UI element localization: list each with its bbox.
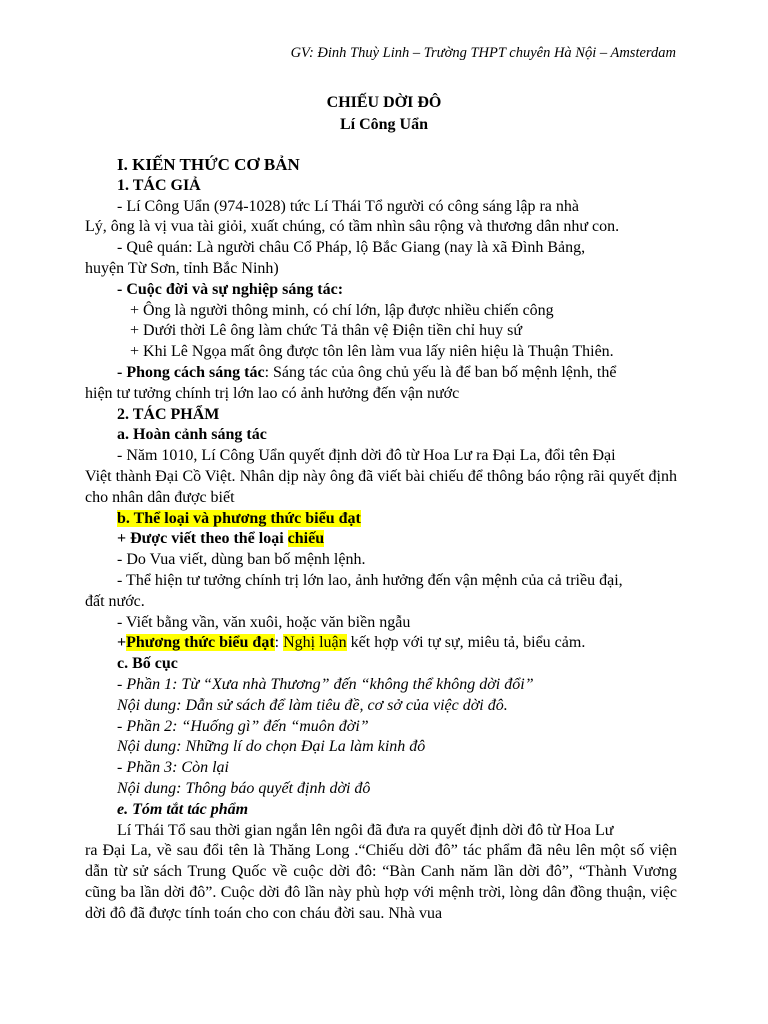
writing-style-label: - Phong cách sáng tác [117,363,265,381]
layout-line: Nội dung: Những lí do chọn Đại La làm kinh đô [117,738,426,756]
heading-genre [117,509,677,530]
paragraph-writing-style [85,363,677,405]
subsection-heading-author: 1. TÁC GIẢ [117,176,201,194]
genre-point-rest: đất nước. [85,592,145,610]
author-intro-rest: Lý, ông là vị vua tài giỏi, xuất chúng, có tầm nhìn sâu rộng và thương dân như con. [85,218,620,236]
method-colon: : [274,634,284,652]
paragraph-author-intro [85,197,677,239]
heading-summary: e. Tóm tắt tác phẩm [117,800,249,818]
context-first-line: - Năm 1010, Lí Công Uẩn quyết định dời đô từ Hoa Lư ra Đại La, đổi tên Đại [117,447,616,465]
document-title: CHIẾU DỜI ĐÔ [326,94,442,111]
genre-point [85,571,677,613]
heading-context: a. Hoàn cảnh sáng tác [117,426,267,444]
document-author: Lí Công Uẩn [339,116,429,133]
genre-prefix: + Được viết theo thể loại [117,530,288,548]
writing-style-first-line: : Sáng tác của ông chủ yếu là để ban bố mệnh lệnh, thể [264,363,617,381]
genre-point: - Do Vua viết, dùng ban bố mệnh lệnh. [117,551,366,569]
paragraph-summary [85,821,677,925]
method-line [117,633,677,654]
genre-point-first-line: - Thể hiện tư tưởng chính trị lớn lao, ảnh hưởng đến vận mệnh của cả triều đại, [117,571,623,589]
genre-word-highlight: chiếu [287,530,325,548]
method-main-highlight: Nghị luận [283,634,347,652]
career-item: + Khi Lê Ngọa mất ông được tôn lên làm vua lấy niên hiệu là Thuận Thiên. [130,343,614,361]
layout-line: - Phần 3: Còn lại [117,759,229,777]
layout-line: Nội dung: Dẫn sử sách để làm tiêu đề, cơ sở của việc dời đô. [117,696,508,714]
method-label-highlight: Phương thức biểu đạt [126,634,275,652]
paragraph-hometown [85,238,677,280]
genre-line [117,529,677,550]
layout-line: - Phần 2: “Huống gì” đến “muôn đời” [117,717,369,735]
hometown-first-line: - Quê quán: Là người châu Cổ Pháp, lộ Bắc Giang (nay là xã Đình Bảng, [117,239,586,257]
method-rest: kết hợp với tự sự, miêu tả, biểu cảm. [346,634,586,652]
paragraph-context [85,446,677,508]
layout-line: - Phần 1: Từ “Xưa nhà Thương” đến “không thể không dời đổi” [117,675,534,693]
genre-heading-highlight: b. Thể loại và phương thức biểu đạt [117,509,361,527]
writing-style-rest: hiện tư tưởng chính trị lớn lao có ảnh hưởng đến vận nước [85,384,460,402]
method-plus: + [117,634,127,652]
section-heading-basic-knowledge: I. KIẾN THỨC CƠ BẢN [117,155,300,174]
summary-first-line: Lí Thái Tổ sau thời gian ngắn lên ngôi đã đưa ra quyết định dời đô từ Hoa Lư [117,821,614,839]
career-item: + Dưới thời Lê ông làm chức Tả thân vệ Điện tiền chỉ huy sứ [130,322,523,340]
page-header: GV: Đinh Thuỳ Linh – Trường THPT chuyên Hà Nội – Amsterdam [290,45,676,61]
heading-layout: c. Bố cục [117,655,178,673]
career-label: - Cuộc đời và sự nghiệp sáng tác: [117,280,344,298]
summary-rest: ra Đại La, về sau đổi tên là Thăng Long .“Chiếu dời đô” tác phẩm đã nêu lên một số viện dẫn từ sử sách Trung Quốc về cuộc dời đô: “Bàn Canh năm lần dời đô”, “Thành Vương cũng ba lần dời đô”. Cuộc dời đô lần này phù hợp với mệnh trời, lòng dân đồng thuận, việc dời đô đã được tính toán cho con cháu đời sau. Nhà vua [85,842,677,922]
hometown-rest: huyện Từ Sơn, tỉnh Bắc Ninh) [85,259,279,277]
context-rest: Việt thành Đại Cồ Việt. Nhân dịp này ông đã viết bài chiếu để thông báo rộng rãi quyết định cho nhân dân được biết [85,467,677,506]
layout-line: Nội dung: Thông báo quyết định dời đô [117,779,371,797]
author-intro-first-line: - Lí Công Uẩn (974-1028) tức Lí Thái Tổ người có công sáng lập ra nhà [117,197,579,215]
document-body [85,155,677,924]
genre-point: - Viết bằng vần, văn xuôi, hoặc văn biền ngẫu [117,613,411,631]
subsection-heading-work: 2. TÁC PHẨM [117,405,220,423]
career-item: + Ông là người thông minh, có chí lớn, lập được nhiều chiến công [130,301,554,319]
